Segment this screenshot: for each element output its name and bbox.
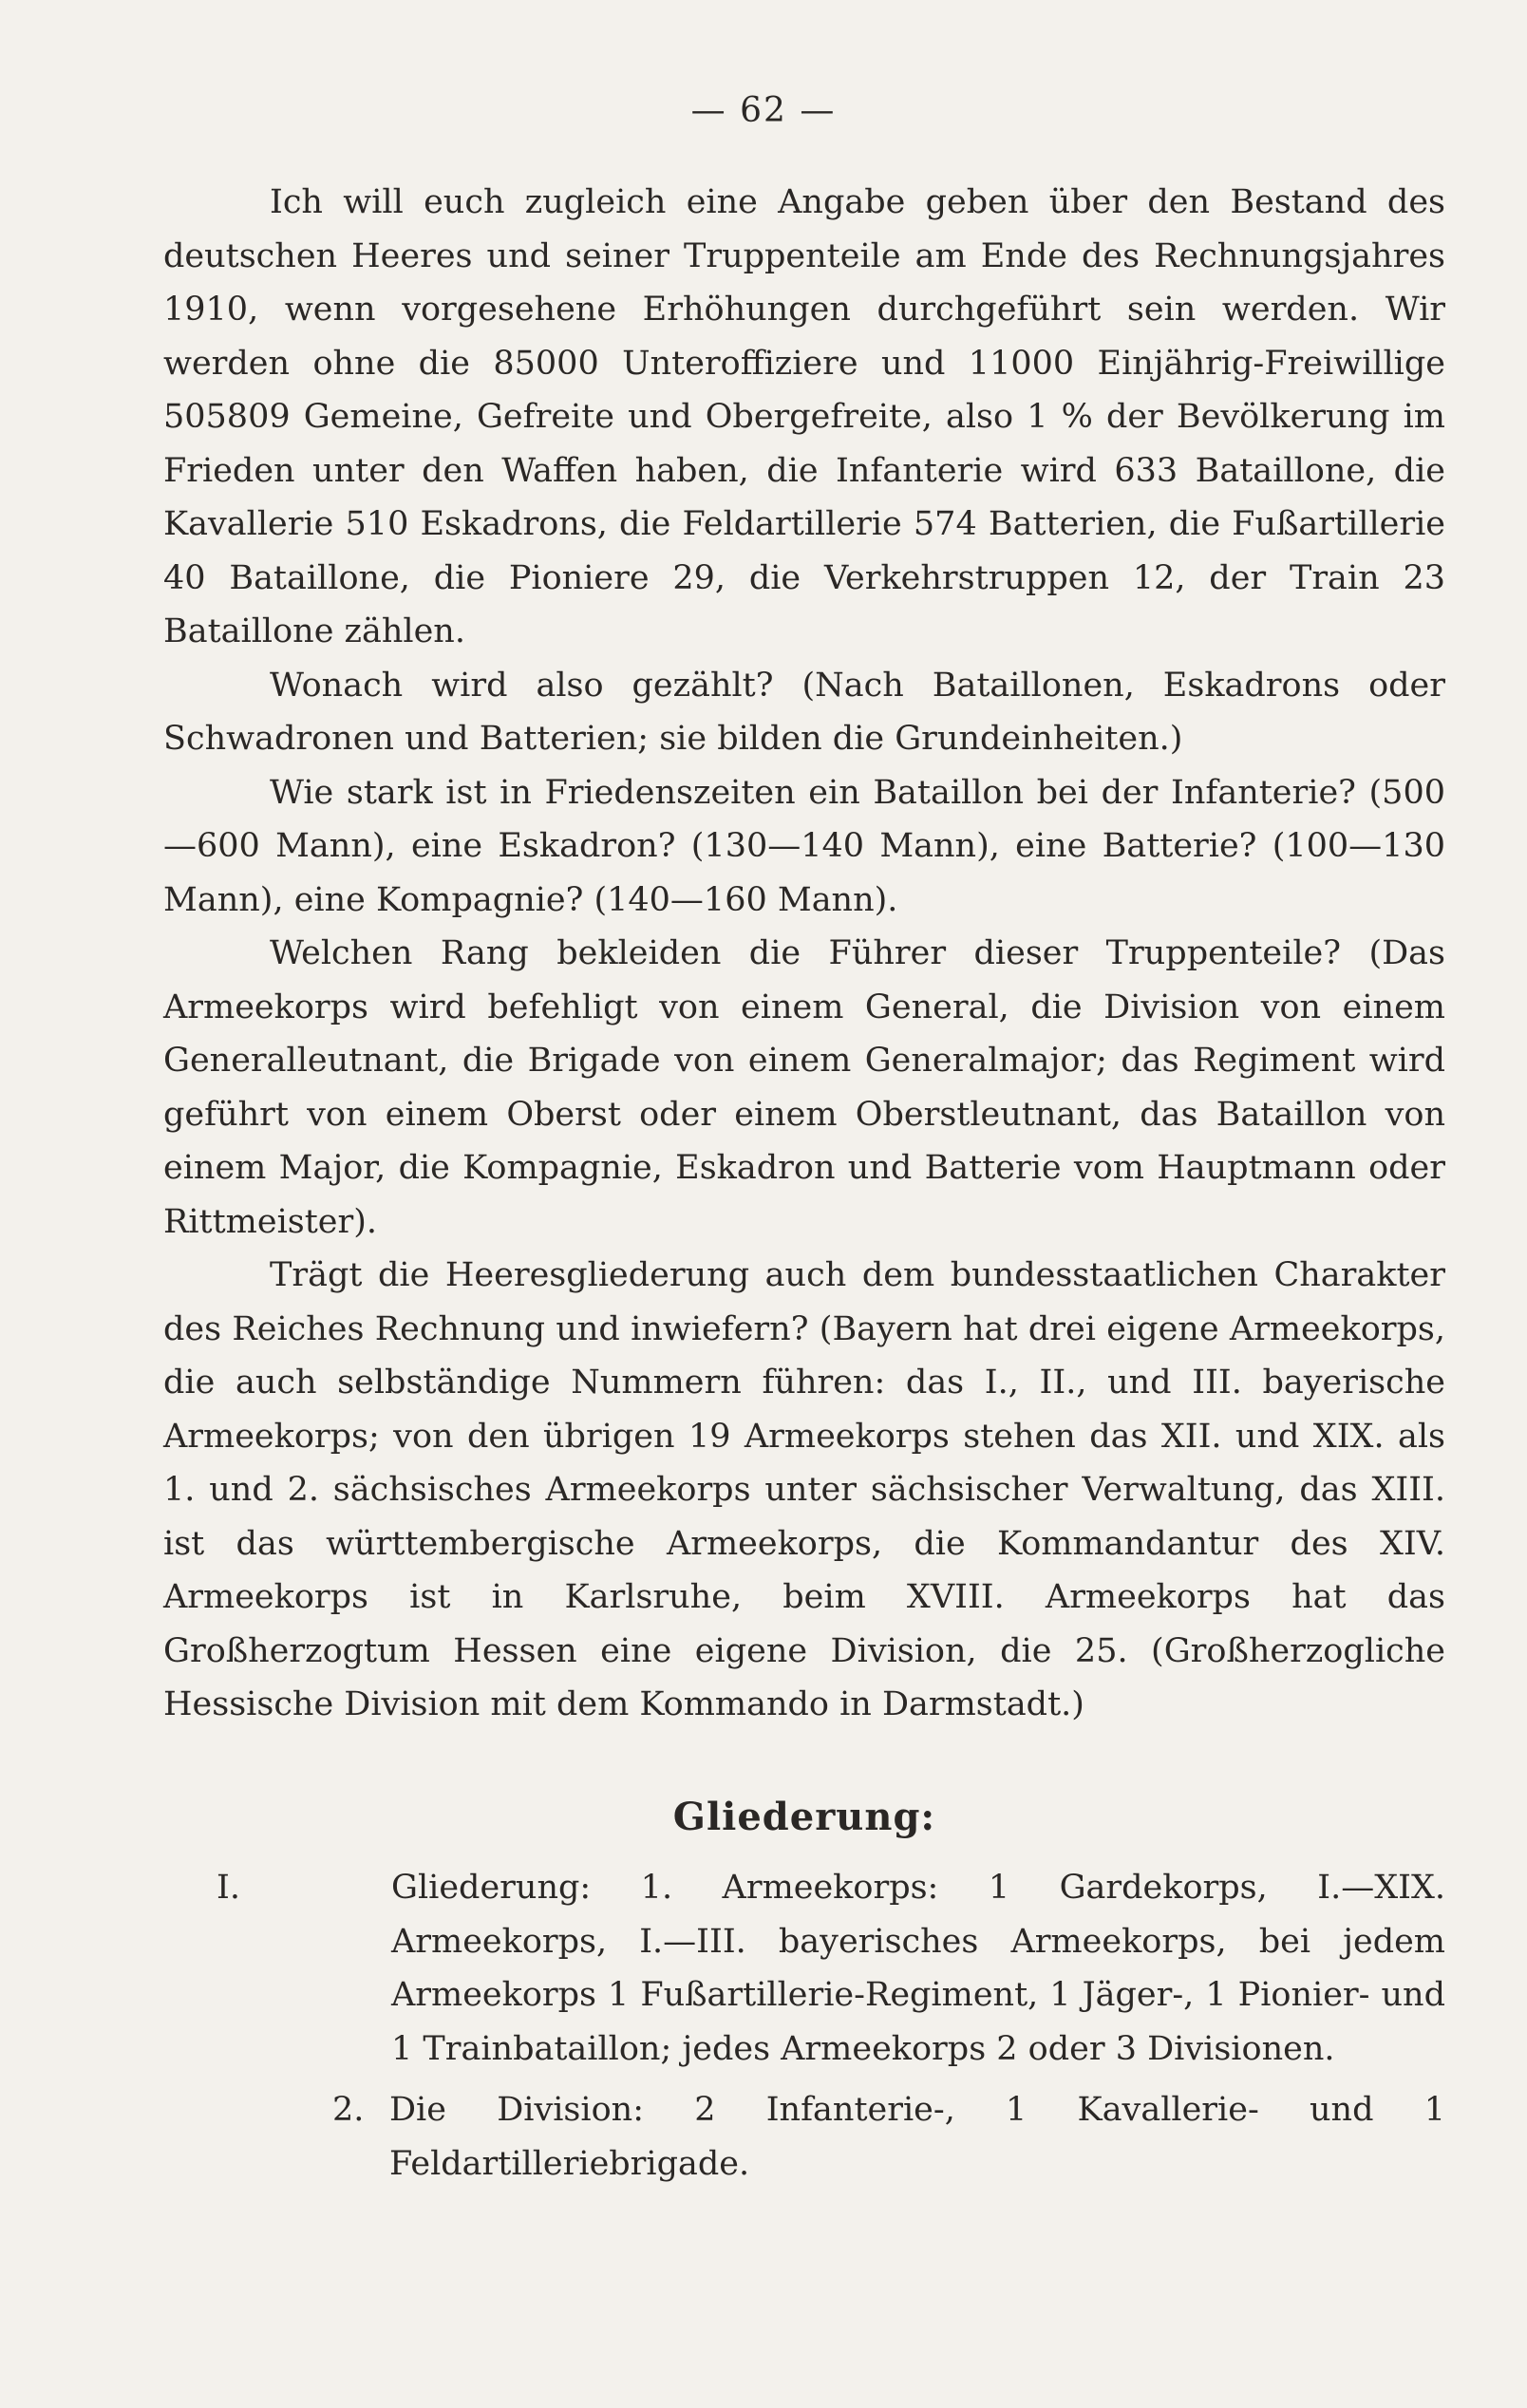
paragraph: Wie stark ist in Friedenszeiten ein Bataillon bei der Infanterie? (500—600 Mann), eine Eskadron? (130—140 Mann), eine Batterie? (100—130 Mann), eine Kompagnie? (140—160 Mann). [163,773,1445,919]
page-number: — 62 — [690,91,837,130]
list-item [163,2083,1445,2191]
paragraph: Welchen Rang bekleiden die Führer dieser Truppenteile? (Das Armeekorps wird befehligt von einem General, die Division von einem Generalleutnant, die Brigade von einem Generalmajor; das Regiment wird geführt von einem Oberst oder einem Oberstleutnant, das Bataillon von einem Major, die Kompagnie, Eskadron und Batterie vom Hauptmann oder Rittmeister). [163,934,1445,1241]
paragraph: Ich will euch zugleich eine Angabe geben über den Bestand des deutschen Heeres und seiner Truppenteile am Ende des Rechnungsjahres 1910, wenn vorgesehene Erhöhungen durchgeführt sein werden. Wir werden ohne die 85000 Unteroffiziere und 11000 Einjährig-Freiwillige 505809 Gemeine, Gefreite und Obergefreite, also 1 % der Bevölkerung im Frieden unter den Waffen haben, die Infanterie wird 633 Bataillone, die Kavallerie 510 Eskadrons, die Feldartillerie 574 Batterien, die Fußartillerie 40 Bataillone, die Pioniere 29, die Verkehrstruppen 12, der Train 23 Bataillone zählen. [163,183,1445,650]
list-item-number: 2. [332,2091,365,2129]
paragraph: Trägt die Heeresgliederung auch dem bundesstaatlichen Charakter des Reiches Rechnung und inwiefern? (Bayern hat drei eigene Armeekorps, die auch selbständige Nummern führen: das I., II., und III. bayerische Armeekorps; von den übrigen 19 Armeekorps stehen das XII. und XIX. als 1. und 2. sächsisches Armeekorps unter sächsischer Verwaltung, das XIII. ist das württembergische Armeekorps, die Kommandantur des XIV. Armeekorps ist in Karlsruhe, beim XVIII. Armeekorps hat das Großherzogtum Hessen eine eigene Division, die 25. (Großherzogliche Hessische Division mit dem Kommando in Darmstadt.) [163,1256,1445,1723]
list-item-number: I. [217,1869,240,1907]
list-item-text: Die Division: 2 Infanterie-, 1 Kavallerie- und 1 Feldartilleriebrigade. [389,2091,1445,2183]
paragraph: Wonach wird also gezählt? (Nach Bataillonen, Eskadrons oder Schwadronen und Batterien; sie bilden die Grundeinheiten.) [163,666,1445,758]
list-item [163,1861,1445,2076]
page-body [163,176,1445,2191]
section-heading: Gliederung: [672,1794,936,1839]
list-item-text: Gliederung: 1. Armeekorps: 1 Gardekorps, I.—XIX. Armeekorps, I.—III. bayerisches Armeekorps, bei jedem Armeekorps 1 Fußartillerie-Regiment, 1 Jäger-, 1 Pionier- und 1 Trainbataillon; jedes Armeekorps 2 oder 3 Divisionen. [391,1869,1445,2068]
